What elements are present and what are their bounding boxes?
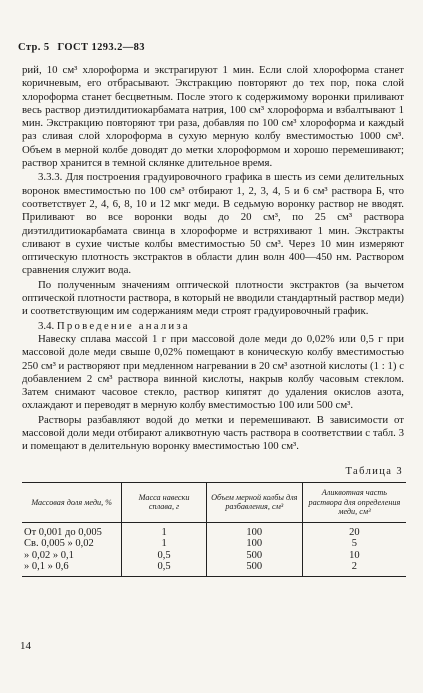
table-3 [22,482,406,577]
page-number: 14 [20,640,31,652]
cell-aliquot: 10 [302,550,406,562]
paragraph-3-3-3: 3.3.3. Для построения градуировочного графика в шесть из семи делительных воронок вместимостью по 100 см³ отбирают 1, 2, 3, 4, 5 и 6 см³ раствора Б, что соответствует 2, 4, 6, 8, 10 и 12 мкг меди. В седьмую воронку раствор не вводят. Приливают во все воронки воды до 20 см³, по 25 см³ раствора диэтилдитиокарбамата свинца в хлороформе и встряхивают 1 мин. Экстракты сливают в сухие чистые колбы вместимостью 50 см³. Через 10 мин измеряют оптическую плотность экстрактов в области длин волн 400—450 нм. Раствором сравнения служит вода. [22,171,404,277]
page-header [18,42,150,53]
cell-copper-fraction: » 0,1 » 0,6 [22,561,122,576]
cell-flask-volume: 500 [206,561,302,576]
cell-aliquot: 2 [302,561,406,576]
paragraph-dilution: Растворы разбавляют водой до метки и перемешивают. В зависимости от массовой доли меди отбирают аликвотную часть раствора в соответствии с табл. 3 и помещают в делительную воронку вместимостью 100 см³. [22,413,404,453]
paragraph-calibration-graph: По полученным значениям оптической плотности экстрактов (за вычетом оптической плотности раствора, в который не вводили стандартный раствор меди) и соответствующим им содержаниям меди строят градуировочный график. [22,278,404,318]
body-text [22,64,404,454]
header-copper-fraction: Массовая доля меди, % [22,483,122,523]
table-row [22,538,406,550]
cell-flask-volume: 500 [206,550,302,562]
table-header-row [22,483,406,523]
cell-sample-mass: 0,5 [122,561,206,576]
cell-sample-mass: 1 [122,538,206,550]
header-sample-mass: Масса навески сплава, г [122,483,206,523]
table-row [22,561,406,576]
cell-flask-volume: 100 [206,522,302,538]
table-row [22,550,406,562]
cell-aliquot: 20 [302,522,406,538]
section-title: Проведение анализа [56,319,190,332]
cell-aliquot: 5 [302,538,406,550]
section-number: 3.4. [38,319,55,332]
cell-copper-fraction: От 0,001 до 0,005 [24,526,102,538]
section-heading-3-4 [22,320,404,333]
cell-copper-fraction: » 0,02 » 0,1 [24,549,74,561]
header-aliquot: Аликвотная часть раствора для определения меди, см³ [302,483,406,523]
header-flask-volume: Объем мерной колбы для разбавления, см³ [206,483,302,523]
cell-sample-mass: 0,5 [122,550,206,562]
page-label: Стр. 5 [18,42,50,53]
cell-copper-fraction: Св. 0,005 » 0,02 [24,538,94,549]
table-caption: Таблица 3 [345,466,403,477]
paragraph-sample-prep: Навеску сплава массой 1 г при массовой доле меди до 0,02% или 0,5 г при массовой доле меди свыше 0,02% помещают в коническую колбу вместимостью 250 см³ и растворяют при медленном нагревании в 20 см³ азотной кислоты (1 : 1) с добавлением 2 см³ раствора винной кислоты, накрыв колбу часовым стеклом. Затем снимают часовое стекло, раствор кипятят до удаления окислов азота, охлаждают и переводят в мерную колбу вместимостью 100 или 500 см³. [22,332,404,412]
paragraph-continued: рий, 10 см³ хлороформа и экстрагируют 1 мин. Если слой хлороформа станет коричневым, его отбрасывают. Экстракцию повторяют до тех пор, пока слой хлороформа станет бесцветным. После этого к содержимому воронки приливают весь раствор диэтилдитиокарбамата натрия, 100 см³ хлороформа и взбалтывают 1 мин. Экстракцию повторяют три раза, добавляя по 100 см³ хлороформа и каждый раз сливая слой хлороформа в сухую мерную колбу вместимостью 1000 см³. Объем в мерной колбе доводят до метки хлороформом и хорошо перемешивают; раствор хранится в темной склянке длительное время. [22,64,404,170]
cell-flask-volume: 100 [206,538,302,550]
standard-number: ГОСТ 1293.2—83 [57,42,145,53]
cell-sample-mass: 1 [122,522,206,538]
table-row [22,522,406,538]
